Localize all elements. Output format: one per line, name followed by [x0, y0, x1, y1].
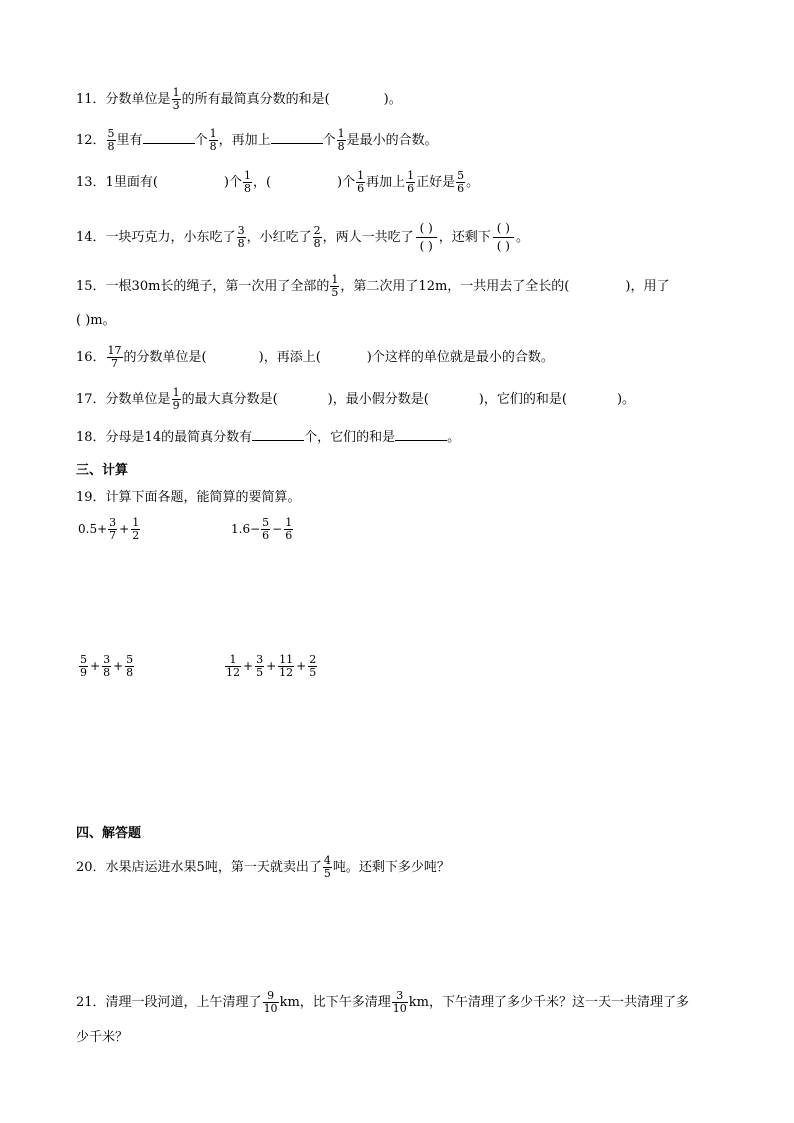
question-21-line2: 少千米？ — [76, 1030, 129, 1045]
section-heading-calc: 三、计算 — [76, 463, 129, 478]
question-20: 20．水果店运进水果5吨，第一天就卖出了 $\frac{4}{5}$ 吨。还剩下多少吨？ — [76, 854, 450, 880]
fraction: $\frac{17}{7}$ — [107, 344, 122, 370]
fraction: $\frac{1}{8}$ — [243, 169, 251, 195]
answer-blank — [252, 428, 304, 441]
fraction: $\frac{1}{6}$ — [285, 516, 293, 542]
fraction: $\frac{1}{8}$ — [209, 127, 217, 153]
fraction: $\frac{2}{5}$ — [309, 653, 317, 679]
fraction: $\frac{1}{6}$ — [357, 169, 365, 195]
question-21: 21．清理一段河道，上午清理了 $\frac{9}{10}$ km，比下午多清理 $\frac{3}{10}$ km，下午清理了多少千米？这一天一共清理了多 — [76, 989, 689, 1015]
section-heading-solve: 四、解答题 — [76, 826, 142, 841]
question-14: 14．一块巧克力，小东吃了 $\frac{3}{8}$ ，小红吃了 $\frac{2}{8}$ ，两人一共吃了 ( ) ( ) ，还剩下 ( ) ( ) 。 — [76, 221, 529, 253]
question-19: 19．计算下面各题，能简算的要简算。 — [76, 490, 301, 505]
fraction: $\frac{5}{8}$ — [126, 653, 134, 679]
fraction: $\frac{3}{7}$ — [109, 516, 117, 542]
fraction: $\frac{2}{8}$ — [313, 224, 321, 250]
question-18: 18．分母是14的最简真分数有 个，它们的和是 。 — [76, 430, 461, 445]
fraction: $\frac{1}{12}$ — [226, 653, 240, 679]
question-17: 17．分数单位是 $\frac{1}{9}$ 的最大真分数是( )，最小假分数是( )，它们的和是( )。 — [76, 386, 636, 412]
fraction: $\frac{3}{10}$ — [392, 989, 407, 1015]
answer-blank — [271, 131, 323, 144]
fraction: $\frac{1}{8}$ — [337, 127, 345, 153]
question-12: 12． $\frac{5}{8}$ 里有 个 $\frac{1}{8}$ ，再加上 个 $\frac{1}{8}$ 是最小的合数。 — [76, 127, 438, 153]
fraction: $\frac{1}{6}$ — [407, 169, 415, 195]
fraction: $\frac{1}{9}$ — [172, 386, 180, 412]
fraction: $\frac{5}{6}$ — [457, 169, 465, 195]
fraction: $\frac{3}{5}$ — [256, 653, 264, 679]
answer-fraction-blank: ( ) ( ) — [493, 220, 514, 255]
expression-2: 1.6− $\frac{5}{6}$ − $\frac{1}{6}$ — [231, 516, 293, 542]
fraction: $\frac{3}{8}$ — [237, 224, 245, 250]
answer-blank — [395, 428, 447, 441]
question-15: 15．一根30m长的绳子，第一次用了全部的 $\frac{1}{5}$ ，第二次用了12m，一共用去了全长的( )，用了 — [76, 273, 670, 299]
expression-3: $\frac{5}{9}$ + $\frac{3}{8}$ + $\frac{5}{8}$ — [80, 653, 134, 679]
expression-1: 0.5+ $\frac{3}{7}$ + $\frac{1}{2}$ — [78, 516, 140, 542]
fraction: $\frac{5}{9}$ — [80, 653, 87, 679]
answer-fraction-blank: ( ) ( ) — [416, 220, 437, 255]
fraction: $\frac{5}{6}$ — [262, 516, 270, 542]
fraction: $\frac{9}{10}$ — [263, 989, 278, 1015]
fraction: $\frac{1}{3}$ — [172, 86, 180, 112]
fraction: $\frac{3}{8}$ — [103, 653, 111, 679]
question-13: 13．1里面有( )个 $\frac{1}{8}$ ，( )个 $\frac{1}{6}$ 再加上 $\frac{1}{6}$ 正好是 $\frac{5}{6}$ 。 — [76, 169, 480, 195]
fraction: $\frac{11}{12}$ — [279, 653, 294, 679]
fraction: $\frac{1}{5}$ — [331, 273, 339, 299]
fraction: $\frac{4}{5}$ — [323, 854, 331, 880]
expression-4: $\frac{1}{12}$ + $\frac{3}{5}$ + $\frac{11}{12}$ + $\frac{2}{5}$ — [226, 653, 317, 679]
question-11: 11．分数单位是 $\frac{1}{3}$ 的所有最简真分数的和是( )。 — [76, 86, 402, 112]
fraction: $\frac{1}{2}$ — [132, 516, 140, 542]
answer-blank — [143, 131, 195, 144]
question-16: 16． $\frac{17}{7}$ 的分数单位是( )，再添上( )个这样的单位就是最小的合数。 — [76, 344, 554, 370]
fraction: $\frac{5}{8}$ — [107, 127, 115, 153]
question-15-line2: ( )m。 — [76, 313, 116, 328]
